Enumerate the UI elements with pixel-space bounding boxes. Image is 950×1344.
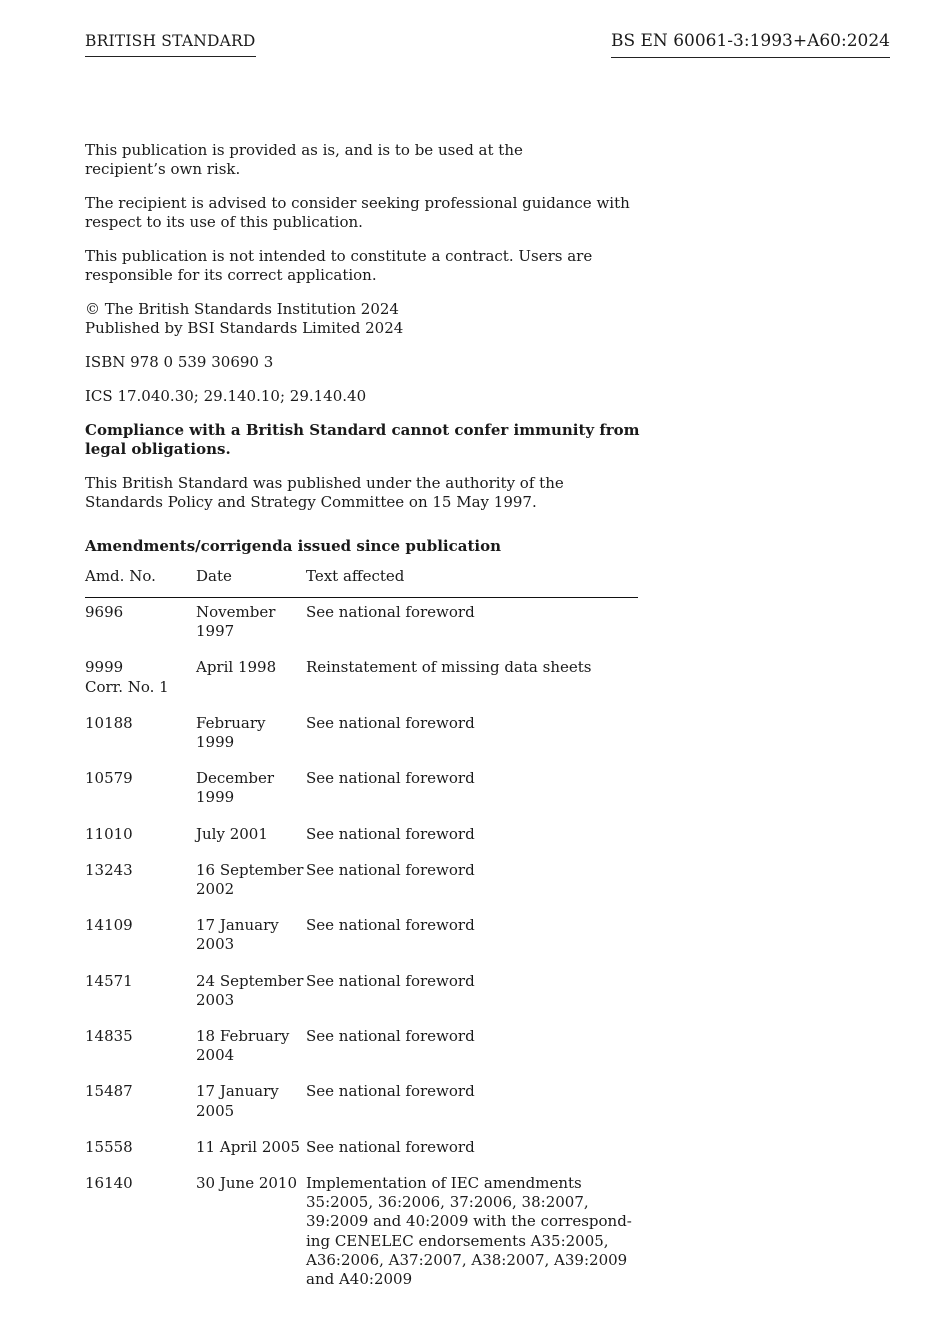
amd-no-cell	[85, 769, 196, 807]
paragraph	[85, 247, 645, 285]
paragraph	[85, 300, 645, 338]
amd-no-cell	[85, 1138, 196, 1157]
paragraph	[85, 474, 645, 512]
paragraph	[85, 194, 645, 232]
paragraph-line: responsible for its correct application.	[85, 266, 377, 284]
amd-no-cell-line: 9999	[85, 658, 124, 677]
date-cell-line: February	[196, 713, 266, 732]
text-affected-cell	[306, 861, 638, 899]
date-cell-line: 16 September	[196, 860, 304, 879]
text-affected-cell-line: See national foreword	[306, 971, 475, 990]
table-row	[85, 1133, 638, 1169]
table-row	[85, 911, 638, 966]
amd-no-cell	[85, 1082, 196, 1120]
text-affected-cell-line: See national foreword	[306, 1082, 475, 1101]
amd-no-cell-line: 15487	[85, 1082, 133, 1101]
date-cell	[196, 769, 306, 807]
date-cell	[196, 1138, 306, 1157]
text-affected-cell-line: See national foreword	[306, 824, 475, 843]
text-affected-cell	[306, 825, 638, 844]
amd-no-cell-line: 14109	[85, 916, 133, 935]
table-row	[85, 1169, 638, 1301]
table-row	[85, 764, 638, 819]
text-affected-cell	[306, 1138, 638, 1157]
date-cell-line: November	[196, 603, 276, 621]
paragraph-line: This British Standard was published under the authority of the	[85, 474, 564, 492]
paragraph-line: ICS 17.040.30; 29.140.10; 29.140.40	[85, 387, 367, 405]
date-cell	[196, 1082, 306, 1120]
header-left-title: BRITISH STANDARD	[85, 32, 256, 57]
paragraph-line: This publication is not intended to constitute a contract. Users are	[85, 247, 593, 265]
amd-no-cell-line: 14571	[85, 971, 133, 990]
date-cell	[196, 916, 306, 954]
text-affected-cell	[306, 603, 638, 641]
date-cell	[196, 825, 306, 844]
paragraph-line: The recipient is advised to consider seeking professional guidance with	[85, 194, 630, 212]
text-affected-cell-line: See national foreword	[306, 603, 475, 621]
text-affected-cell-line: 35:2005, 36:2006, 37:2006, 38:2007,	[306, 1193, 589, 1212]
text-affected-cell-line: See national foreword	[306, 860, 475, 879]
date-cell-line: December	[196, 769, 275, 788]
text-affected-cell-line: A36:2006, A37:2007, A38:2007, A39:2009	[306, 1250, 628, 1269]
column-header-amd-no: Amd. No.	[85, 567, 156, 585]
date-cell-line: 17 January	[196, 916, 279, 935]
amd-no-cell-line: 10188	[85, 713, 133, 732]
amendments-table-body	[85, 598, 638, 1301]
text-affected-cell	[306, 658, 638, 696]
paragraph-line: recipient’s own risk.	[85, 160, 241, 178]
table-row	[85, 967, 638, 1022]
date-cell	[196, 861, 306, 899]
amd-no-cell	[85, 714, 196, 752]
paragraph-line: This publication is provided as is, and is to be used at the	[85, 141, 523, 159]
text-affected-cell-line: ing CENELEC endorsements A35:2005,	[306, 1231, 609, 1250]
paragraph-line: Published by BSI Standards Limited 2024	[85, 319, 404, 337]
publication-notes	[85, 141, 645, 527]
column-header-date: Date	[196, 567, 232, 585]
amd-no-cell	[85, 1174, 196, 1289]
date-cell-line: 30 June 2010	[196, 1174, 298, 1193]
text-affected-cell	[306, 916, 638, 954]
text-affected-cell	[306, 1082, 638, 1120]
text-affected-cell	[306, 972, 638, 1010]
date-cell-line: 1999	[196, 788, 235, 807]
date-cell-line: 2005	[196, 1101, 235, 1120]
column-header-text-affected: Text affected	[306, 567, 405, 585]
date-cell-line: 1999	[196, 733, 235, 752]
amd-no-cell-line: 14835	[85, 1027, 133, 1046]
paragraph	[85, 141, 645, 179]
amd-no-cell	[85, 1027, 196, 1065]
amd-no-cell	[85, 916, 196, 954]
table-row	[85, 1022, 638, 1077]
text-affected-cell	[306, 1174, 638, 1289]
date-cell	[196, 658, 306, 696]
amd-no-cell-line: 11010	[85, 824, 133, 843]
date-cell-line: 18 February	[196, 1027, 290, 1046]
date-cell-line: 2003	[196, 935, 235, 954]
text-affected-cell-line: See national foreword	[306, 769, 475, 788]
text-affected-cell-line: See national foreword	[306, 1137, 475, 1156]
date-cell	[196, 972, 306, 1010]
text-affected-cell-line: Implementation of IEC amendments	[306, 1174, 582, 1193]
date-cell-line: 24 September	[196, 971, 304, 990]
paragraph	[85, 387, 645, 406]
paragraph-line: legal obligations.	[85, 440, 231, 458]
amd-no-cell	[85, 825, 196, 844]
amd-no-cell-line: 13243	[85, 860, 133, 879]
paragraph	[85, 421, 645, 459]
date-cell-line: 1997	[196, 622, 235, 641]
table-row	[85, 1077, 638, 1132]
text-affected-cell-line: See national foreword	[306, 713, 475, 732]
date-cell-line: 2004	[196, 1046, 235, 1065]
text-affected-cell-line: Reinstatement of missing data sheets	[306, 658, 592, 677]
date-cell	[196, 1027, 306, 1065]
amendments-table-header	[85, 567, 638, 598]
amd-no-cell-line: Corr. No. 1	[85, 677, 169, 696]
date-cell-line: 11 April 2005	[196, 1137, 300, 1156]
text-affected-cell	[306, 1027, 638, 1065]
text-affected-cell-line: See national foreword	[306, 916, 475, 935]
paragraph-line: ISBN 978 0 539 30690 3	[85, 353, 274, 371]
amd-no-cell-line: 10579	[85, 769, 133, 788]
paragraph-line: © The British Standards Institution 2024	[85, 300, 399, 318]
amd-no-cell	[85, 861, 196, 899]
amd-no-cell-line: 9696	[85, 603, 124, 621]
text-affected-cell	[306, 769, 638, 807]
amd-no-cell	[85, 658, 196, 696]
date-cell-line: 2003	[196, 990, 235, 1009]
date-cell-line: April 1998	[196, 658, 277, 677]
text-affected-cell-line: and A40:2009	[306, 1270, 413, 1289]
table-row	[85, 856, 638, 911]
amd-no-cell	[85, 972, 196, 1010]
header-standard-number: BS EN 60061-3:1993+A60:2024	[611, 31, 890, 58]
table-row	[85, 820, 638, 856]
amd-no-cell	[85, 603, 196, 641]
paragraph-line: Compliance with a British Standard cannot confer immunity from	[85, 421, 640, 439]
paragraph-line: respect to its use of this publication.	[85, 213, 363, 231]
paragraph	[85, 353, 645, 372]
table-row	[85, 653, 638, 708]
amd-no-cell-line: 15558	[85, 1137, 133, 1156]
amendments-title: Amendments/corrigenda issued since publication	[85, 537, 501, 555]
date-cell	[196, 714, 306, 752]
amendments-table	[85, 567, 638, 1301]
text-affected-cell	[306, 714, 638, 752]
table-row	[85, 709, 638, 764]
amd-no-cell-line: 16140	[85, 1174, 133, 1193]
date-cell	[196, 1174, 306, 1289]
table-row	[85, 598, 638, 653]
text-affected-cell-line: See national foreword	[306, 1027, 475, 1046]
paragraph-line: Standards Policy and Strategy Committee on 15 May 1997.	[85, 493, 537, 511]
text-affected-cell-line: 39:2009 and 40:2009 with the correspond-	[306, 1212, 632, 1231]
date-cell-line: 2002	[196, 880, 235, 899]
date-cell-line: July 2001	[196, 824, 268, 843]
date-cell-line: 17 January	[196, 1082, 279, 1101]
date-cell	[196, 603, 306, 641]
